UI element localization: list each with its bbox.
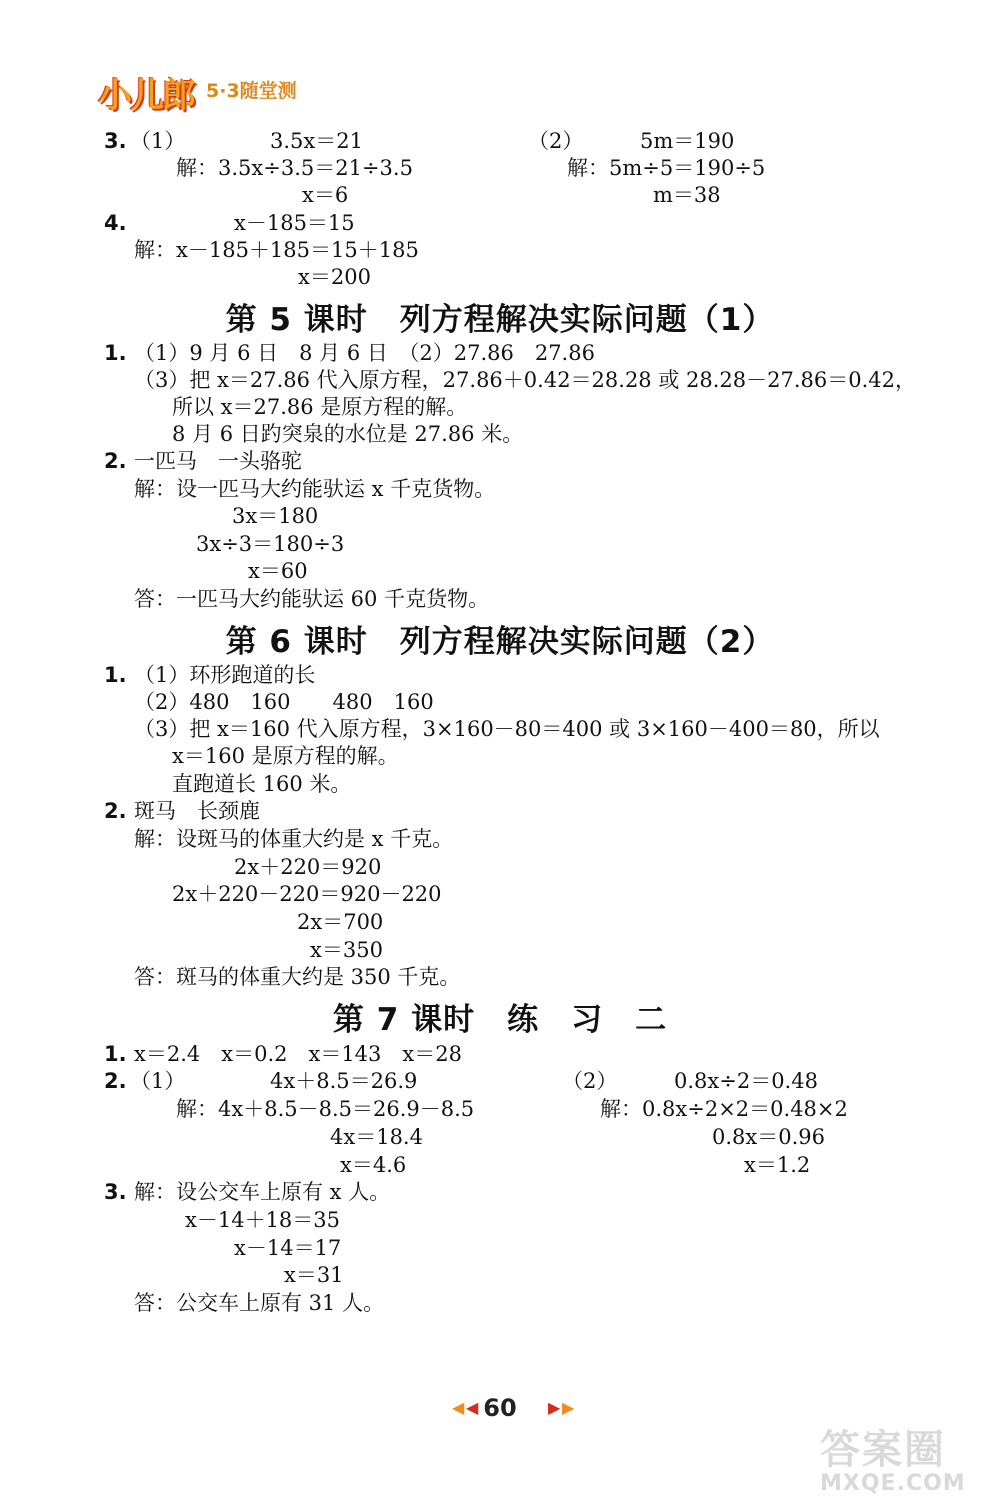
answer-line: x＝1.2 xyxy=(744,1153,811,1177)
equation-line: 3.5x＝21 xyxy=(270,129,363,153)
equation-line: 5m＝190 xyxy=(640,129,735,153)
answer-line: 答：斑马的体重大约是 350 千克。 xyxy=(134,965,461,989)
series-name: 5·3随堂测 xyxy=(206,80,297,102)
page-number: 60 xyxy=(483,1394,517,1422)
answer-line: （1）环形跑道的长 xyxy=(134,663,316,687)
answer-line: x＝4.6 xyxy=(340,1153,407,1177)
question-number: 1. xyxy=(104,1042,127,1066)
question-number: 1. xyxy=(104,341,127,365)
next-page-icon: ▶ xyxy=(548,1398,561,1417)
solution-line: 解：设公交车上原有 x 人。 xyxy=(134,1180,391,1204)
question-number: 2. xyxy=(104,799,127,823)
solution-line: 解：设一匹马大约能驮运 x 千克货物。 xyxy=(134,477,496,501)
question-number: 3. xyxy=(104,129,127,153)
section-title: 第 5 课时 列方程解决实际问题（1） xyxy=(225,302,775,338)
answer-line: x＝31 xyxy=(284,1263,344,1287)
solution-line: 解：0.8x÷2×2＝0.48×2 xyxy=(600,1097,848,1121)
answer-line: 答：一匹马大约能驮运 60 千克货物。 xyxy=(134,587,490,611)
watermark-url: MXQE.COM xyxy=(820,1471,966,1496)
answer-line: 答：公交车上原有 31 人。 xyxy=(134,1291,385,1315)
next-page-icon: ▶ xyxy=(562,1398,575,1417)
solution-line: 解：3.5x÷3.5＝21÷3.5 xyxy=(176,156,413,180)
equation-line: x－14＝17 xyxy=(234,1236,342,1260)
answer-line: （3）把 x＝27.86 代入原方程，27.86＋0.42＝28.28 或 28.28－27.86＝0.42， xyxy=(134,368,917,392)
part-label: （1） xyxy=(130,129,186,153)
answer-line: （2）480 160 480 160 xyxy=(134,690,434,714)
answer-line: 一匹马 一头骆驼 xyxy=(134,449,302,473)
section-title: 第 7 课时 练 习 二 xyxy=(332,1002,668,1038)
section-title: 第 6 课时 列方程解决实际问题（2） xyxy=(225,624,775,660)
answer-line: m＝38 xyxy=(653,183,721,207)
solution-line: 解：x－185＋185＝15＋185 xyxy=(134,238,419,262)
equation-line: 3x＝180 xyxy=(232,504,319,528)
watermark xyxy=(820,1418,966,1496)
part-label: （1） xyxy=(130,1069,186,1093)
answer-line: （1）9 月 6 日 8 月 6 日 （2）27.86 27.86 xyxy=(134,341,595,365)
question-number: 3. xyxy=(104,1180,127,1204)
watermark-text: 答案圈 xyxy=(820,1427,946,1473)
equation-line: x－14＋18＝35 xyxy=(185,1208,341,1232)
answer-line: x＝6 xyxy=(302,183,349,207)
solution-line: 解：4x＋8.5－8.5＝26.9－8.5 xyxy=(176,1097,475,1121)
part-label: （2） xyxy=(562,1069,618,1093)
part-label: （2） xyxy=(528,129,584,153)
solution-line: 解：设斑马的体重大约是 x 千克。 xyxy=(134,827,454,851)
brand-logo: 小儿郎 xyxy=(98,76,194,116)
equation-line: 0.8x÷2＝0.48 xyxy=(674,1069,818,1093)
answer-line: （3）把 x＝160 代入原方程，3×160－80＝400 或 3×160－400＝80，所以 xyxy=(134,717,880,741)
question-number: 1. xyxy=(104,663,127,687)
answer-line: x＝2.4 x＝0.2 x＝143 x＝28 xyxy=(134,1042,462,1066)
equation-line: 2x＋220－220＝920－220 xyxy=(172,882,442,906)
answer-line: 斑马 长颈鹿 xyxy=(134,799,260,823)
question-number: 4. xyxy=(104,211,127,235)
equation-line: 2x＝700 xyxy=(297,910,384,934)
equation-line: 3x÷3＝180÷3 xyxy=(196,532,345,556)
equation-line: 4x＋8.5＝26.9 xyxy=(270,1069,418,1093)
equation-line: 4x＝18.4 xyxy=(330,1125,423,1149)
question-number: 2. xyxy=(104,1069,127,1093)
answer-line: 8 月 6 日趵突泉的水位是 27.86 米。 xyxy=(172,422,524,446)
question-number: 2. xyxy=(104,449,127,473)
equation-line: x－185＝15 xyxy=(234,211,355,235)
answer-line: x＝200 xyxy=(298,265,371,289)
answer-line: x＝160 是原方程的解。 xyxy=(172,744,399,768)
prev-page-icon: ◀ xyxy=(466,1398,479,1417)
solution-line: 解：5m÷5＝190÷5 xyxy=(567,156,766,180)
equation-line: 2x＋220＝920 xyxy=(234,855,382,879)
answer-line: 所以 x＝27.86 是原方程的解。 xyxy=(172,395,468,419)
equation-line: 0.8x＝0.96 xyxy=(712,1125,825,1149)
answer-line: 直跑道长 160 米。 xyxy=(172,772,352,796)
equation-line: x＝60 xyxy=(248,559,308,583)
prev-page-icon: ◀ xyxy=(452,1398,465,1417)
equation-line: x＝350 xyxy=(310,938,383,962)
